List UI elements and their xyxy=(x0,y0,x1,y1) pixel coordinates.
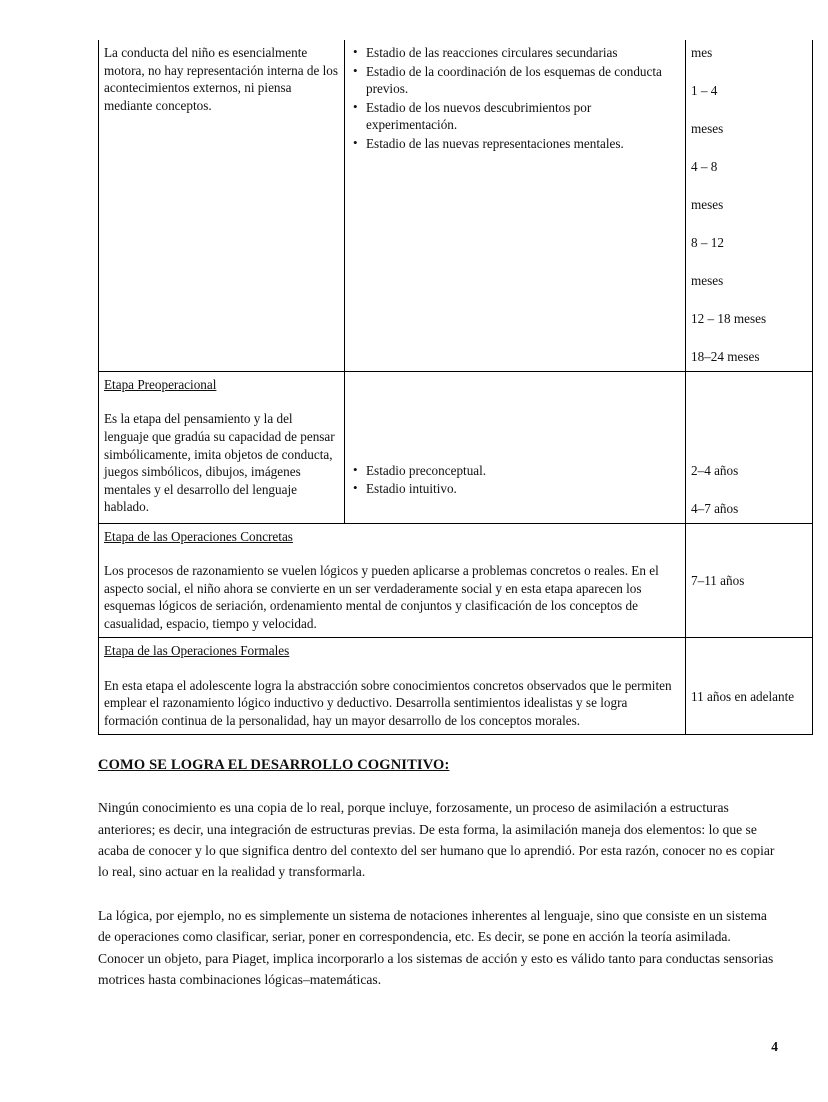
cell-description-preoperacional xyxy=(99,371,345,523)
age-value: 4 – 8 xyxy=(691,159,718,175)
list-item: • Estadio preconceptual. xyxy=(366,462,680,480)
body-paragraph: La lógica, por ejemplo, no es simplemente un sistema de notaciones inherentes al lenguaje, sino que consiste en un sistema de operaciones como clasificar, seriar, poner en correspondencia, etc. Es decir, se pone en acción la teoría asimilada. Conocer un objeto, para Piaget, implica incorporarlo a los sistemas de acción y esto es válido tanto para conductas sensorias motrices hasta combinaciones lógicas–matemáticas. xyxy=(98,908,774,987)
cell-ages-sensoriomotora xyxy=(686,40,813,371)
stage-title: Etapa Preoperacional xyxy=(104,376,217,392)
section-heading: COMO SE LOGRA EL DESARROLLO COGNITIVO: xyxy=(98,757,450,774)
stage-title: Etapa de las Operaciones Formales xyxy=(104,643,290,659)
cell-stages-preoperacional xyxy=(345,371,686,523)
stage-list xyxy=(350,44,680,152)
page-content xyxy=(98,40,795,990)
cell-description-operaciones-concretas xyxy=(99,523,686,638)
list-item: • Estadio de los nuevos descubrimientos por experimentación. xyxy=(366,99,680,134)
age-value: 8 – 12 xyxy=(691,235,724,251)
age-value: 7–11 años xyxy=(691,572,745,588)
description-text: En esta etapa el adolescente logra la abstracción sobre conocimientos concretos observados que le permiten emplear el razonamiento lógico inductivo y deductivo. Desarrolla sentimientos idealistas y se logra formación continua de la personalidad, hay un mayor desarrollo de los conceptos morales. xyxy=(104,677,672,728)
table-row xyxy=(99,523,813,638)
cognitive-stages-table xyxy=(98,40,813,735)
cell-ages-operaciones-formales xyxy=(686,638,813,735)
table-row xyxy=(99,371,813,523)
stage-title: Etapa de las Operaciones Concretas xyxy=(104,528,293,544)
body-paragraph: Ningún conocimiento es una copia de lo real, porque incluye, forzosamente, un proceso de asimilación a estructuras anteriores; es decir, una integración de estructuras previas. De esta forma, la asimilación maneja dos elementos: lo que se acaba de conocer y lo que significa dentro del contexto del ser humano que lo aprendió. Por esta razón, conocer no es copiar lo real, sino actuar en la realidad y transformarla. xyxy=(98,800,775,880)
description-text: Los procesos de razonamiento se vuelen lógicos y pueden aplicarse a problemas concretos o reales. En el aspecto social, el niño ahora se convierte en un ser verdaderamente social y en esta etapa aparecen los esquemas lógicos de seriación, ordenamiento mental de conjuntos y clasificación de los conceptos de casualidad, espacio, tiempo y velocidad. xyxy=(104,563,659,631)
description-text: Es la etapa del pensamiento y la del lenguaje que gradúa su capacidad de pensar simbólicamente, imita objetos de conducta, juegos simbólicos, dibujos, imágenes mentales y el desarrollo del lenguaje hablado. xyxy=(104,411,335,515)
cell-ages-operaciones-concretas xyxy=(686,523,813,638)
page-number: 4 xyxy=(771,1039,778,1054)
description-text: La conducta del niño es esencialmente motora, no hay representación interna de los acontecimientos externos, ni piensa mediante conceptos. xyxy=(104,45,338,113)
age-value: meses xyxy=(691,121,724,137)
age-value: mes xyxy=(691,45,713,60)
age-value: meses xyxy=(691,197,724,213)
list-item: • Estadio intuitivo. xyxy=(366,480,680,498)
list-item: • Estadio de la coordinación de los esquemas de conducta previos. xyxy=(366,63,680,98)
list-item: • Estadio de las reacciones circulares secundarias xyxy=(366,44,680,62)
cell-stages-sensoriomotora xyxy=(345,40,686,371)
age-value: 12 – 18 meses xyxy=(691,311,767,327)
age-value: 4–7 años xyxy=(691,500,739,516)
age-value: meses xyxy=(691,273,724,289)
age-value: 18–24 meses xyxy=(691,349,760,365)
age-value: 1 – 4 xyxy=(691,83,718,99)
cell-ages-preoperacional xyxy=(686,371,813,523)
table-row xyxy=(99,638,813,735)
cell-description-operaciones-formales xyxy=(99,638,686,735)
list-item: • Estadio de las nuevas representaciones mentales. xyxy=(366,135,680,153)
age-value: 11 años en adelante xyxy=(691,689,795,705)
age-value: 2–4 años xyxy=(691,462,739,478)
stage-list xyxy=(350,462,680,498)
table-row xyxy=(99,40,813,371)
cell-description-sensoriomotora xyxy=(99,40,345,371)
